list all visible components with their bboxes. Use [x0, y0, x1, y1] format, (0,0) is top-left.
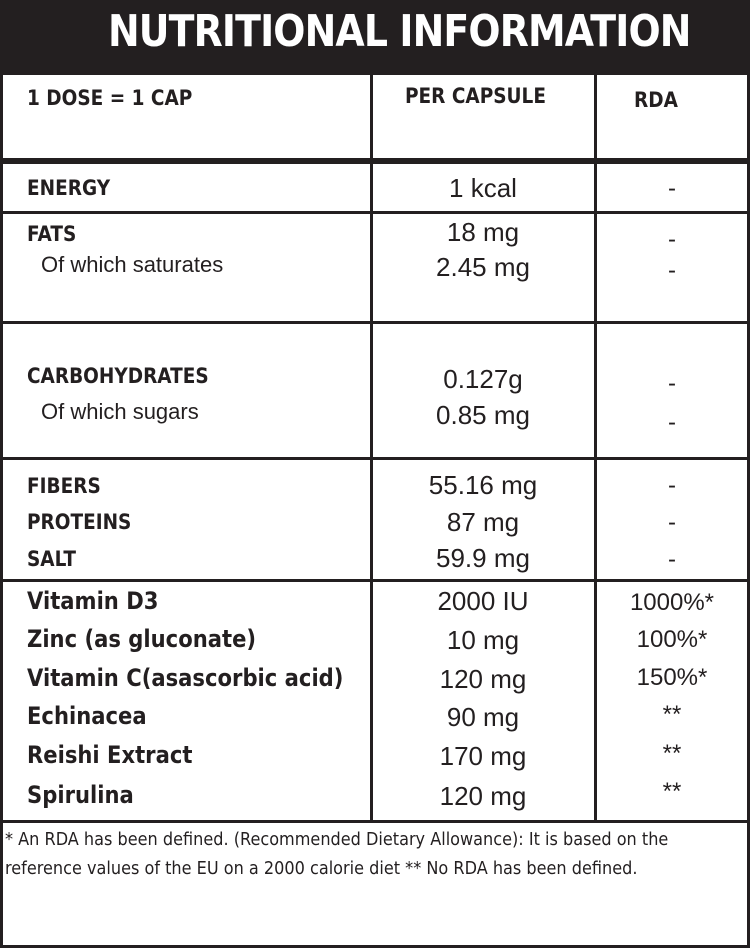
proteins-rda: - [668, 509, 676, 536]
energy-value: 1 kcal [449, 173, 517, 203]
per-capsule-header: PER CAPSULE [405, 84, 546, 108]
zinc-label: Zinc (as gluconate) [27, 625, 257, 653]
divider [3, 579, 747, 582]
fibers-rda: - [668, 472, 676, 499]
dose-header: 1 DOSE = 1 CAP [27, 86, 193, 110]
reishi-extract-value: 170 mg [439, 741, 527, 771]
energy-label: ENERGY [27, 176, 111, 200]
echinacea-label: Echinacea [27, 702, 147, 730]
panel-title: NUTRITIONAL INFORMATION [108, 6, 691, 57]
fibers-label: FIBERS [27, 474, 101, 498]
spirulina-value: 120 mg [439, 781, 527, 811]
divider [3, 161, 747, 164]
sugars-rda: - [668, 409, 676, 436]
echinacea-value: 90 mg [446, 702, 520, 732]
vitamin-c-value: 120 mg [439, 664, 527, 694]
zinc-value: 10 mg [446, 625, 520, 655]
spirulina-label: Spirulina [27, 781, 134, 809]
saturates-value: 2.45 mg [436, 252, 530, 282]
vitamin-c-rda: 150%* [636, 664, 708, 691]
salt-label: SALT [27, 547, 76, 571]
fibers-value: 55.16 mg [428, 470, 538, 500]
vitamin-d3-rda: 1000%* [629, 589, 715, 616]
vitamin-c-label: Vitamin C(asascorbic acid) [27, 664, 344, 692]
carbohydrates-value: 0.127g [443, 364, 523, 394]
fats-rda: - [668, 226, 676, 253]
carbohydrates-rda: - [668, 370, 676, 397]
proteins-label: PROTEINS [27, 510, 132, 534]
salt-value: 59.9 mg [436, 543, 530, 573]
echinacea-rda: ** [662, 701, 682, 728]
fats-label: FATS [27, 222, 77, 246]
energy-rda: - [668, 175, 676, 202]
divider [3, 457, 747, 460]
sugars-value: 0.85 mg [436, 400, 530, 430]
header-bar [0, 0, 750, 75]
proteins-value: 87 mg [446, 507, 520, 537]
divider [3, 211, 747, 214]
saturates-rda: - [668, 257, 676, 284]
reishi-extract-label: Reishi Extract [27, 741, 193, 769]
saturates-label: Of which saturates [41, 252, 224, 277]
fats-value: 18 mg [446, 217, 520, 247]
salt-rda: - [668, 546, 676, 573]
sugars-label: Of which sugars [41, 399, 199, 424]
divider [3, 321, 747, 324]
rda-header: RDA [634, 88, 678, 112]
rda-footnote: * An RDA has been defined. (Recommended Dietary Allowance): It is based on the reference values of the EU on a 2000 calorie diet ** No RDA has been defined. [5, 830, 669, 879]
vitamin-d3-value: 2000 IU [437, 586, 529, 616]
vitamin-d3-label: Vitamin D3 [27, 587, 159, 615]
carbohydrates-label: CARBOHYDRATES [27, 364, 209, 388]
divider [3, 820, 747, 823]
spirulina-rda: ** [662, 778, 682, 805]
zinc-rda: 100%* [636, 626, 708, 653]
reishi-extract-rda: ** [662, 740, 682, 767]
